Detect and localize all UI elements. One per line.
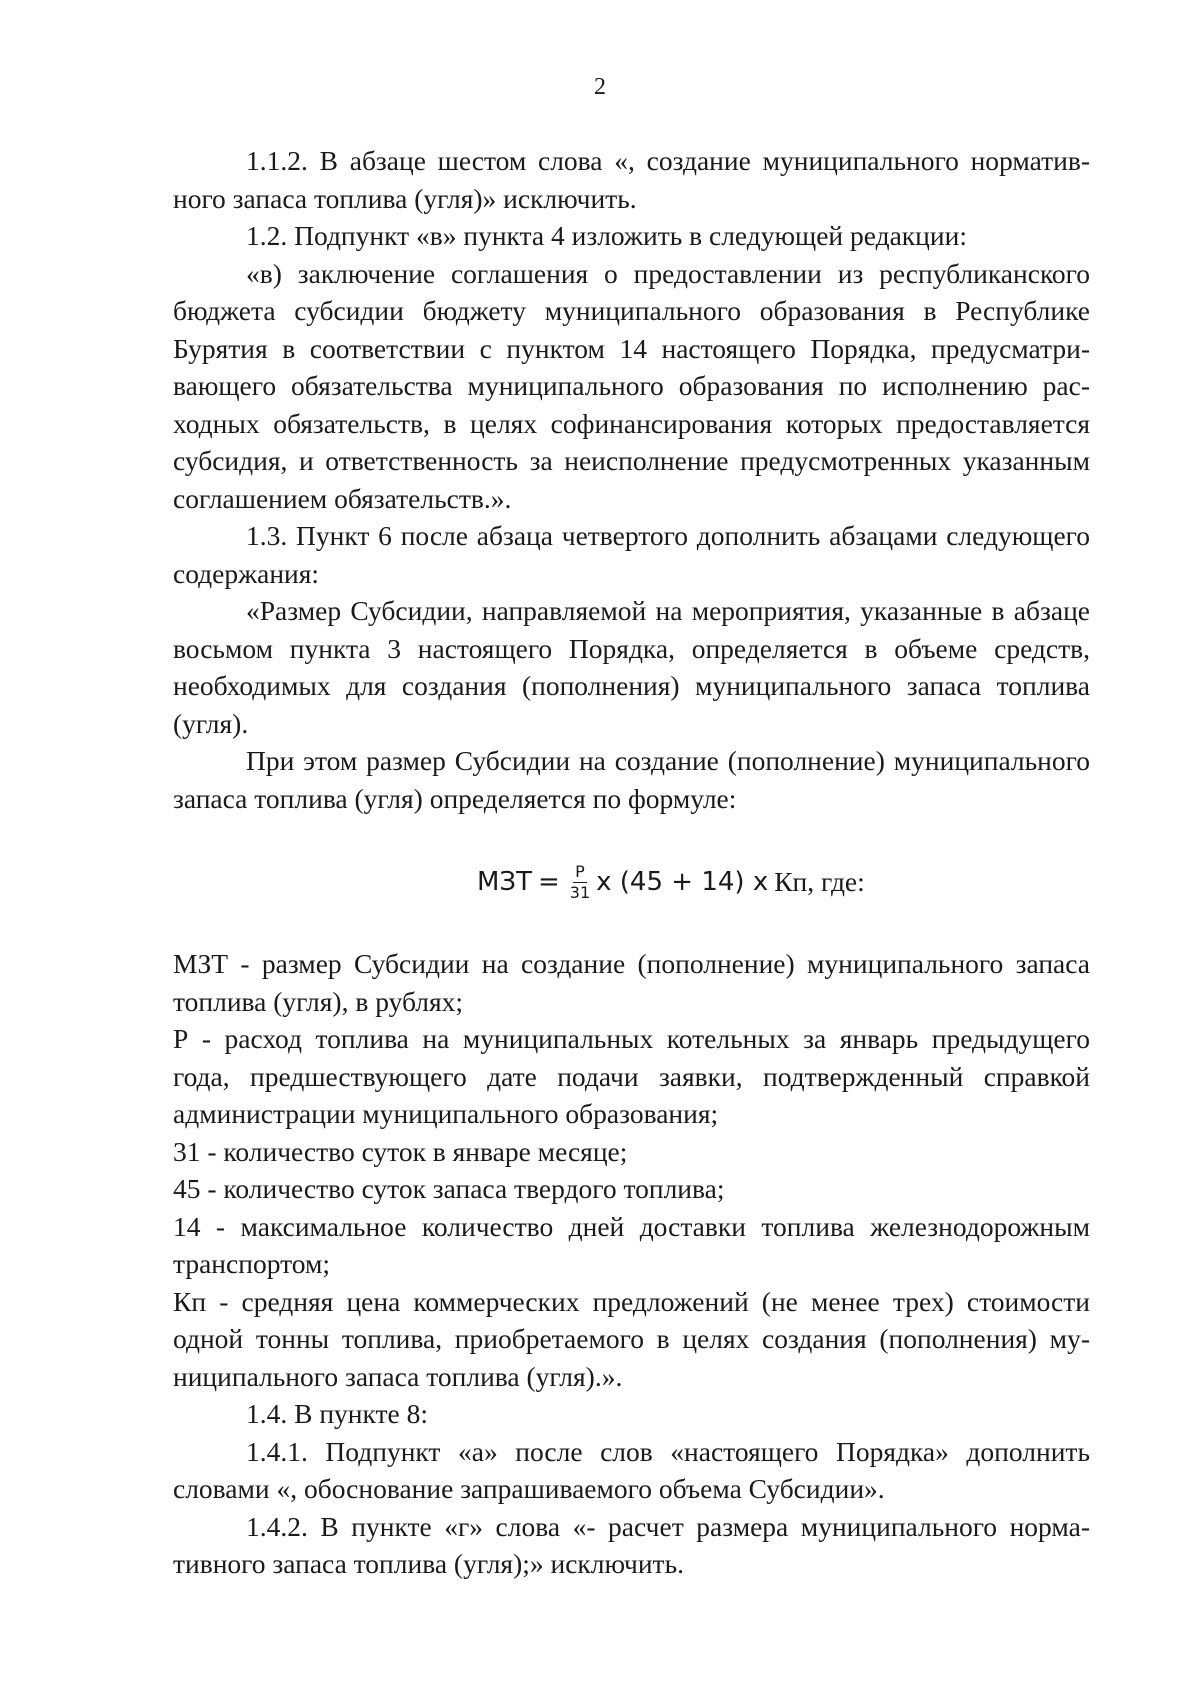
formula-fraction (568, 862, 592, 903)
paragraph-1-4-1: 1.4.1. Подпункт «а» после слов «настоящего Порядка» дополнить словами «, обоснование запрашиваемого объема Субсидии». (173, 1435, 1090, 1504)
definition-45: 45 - количество суток запаса твердого топлива; (173, 1173, 725, 1204)
paragraph-subsidy-size: «Размер Субсидии, направляемой на мероприятия, указанные в абзаце восьмом пункта 3 настоящего Порядка, определяется в объеме средств, необходимых для создания (пополнения) муниципального запаса топлива (угля). (173, 595, 1090, 739)
formula-equals: = (537, 867, 560, 897)
text-block-top (173, 142, 1090, 817)
text-block-bottom (173, 945, 1090, 1583)
paragraph-1-2: 1.2. Подпункт «в» пункта 4 изложить в следующей редакции: (246, 220, 967, 251)
page-number: 2 (594, 74, 606, 100)
definition-14: 14 - максимальное количество дней доставки топлива железнодорожным транспортом; (173, 1210, 1090, 1279)
paragraph-subpoint-v: «в) заключение соглашения о предоставлении из республиканского бюджета субсидии бюджету муниципального образования в Республике Бурятия в соответствии с пунктом 14 настоящего Порядка, предусматривающего обязательства муниципального образования по исполнению расходных обязательств, в целях софинансирования которых предоставляется субсидия, и ответственность за неисполнение предусмотренных указанным соглашением обязательств.». (173, 257, 1090, 514)
paragraph-1-1-2: 1.1.2. В абзаце шестом слова «, создание муниципального нормативного запаса топлива (угля)» исключить. (173, 145, 1090, 214)
formula-denominator: 31 (569, 882, 591, 902)
paragraph-1-4-2: 1.4.2. В пункте «г» слова «- расчет размера муниципального нормативного запаса топлива (угля);» исключить. (173, 1510, 1090, 1579)
formula-numerator: Р (575, 861, 585, 881)
formula-middle: x (45 + 14) x (596, 867, 769, 897)
definition-mzt: МЗТ - размер Субсидии на создание (пополнение) муниципального запаса топлива (угля), в рублях; (173, 948, 1090, 1017)
paragraph-formula-intro: При этом размер Субсидии на создание (пополнение) муниципального запаса топлива (угля) определяется по формуле: (173, 745, 1090, 814)
definition-p: Р - расход топлива на муниципальных котельных за январь предыдущего года, предшествующего дате подачи заявки, подтвержденный справкой администрации муниципального образования; (173, 1023, 1090, 1129)
definition-31: 31 - количество суток в январе месяце; (173, 1135, 628, 1167)
formula-lhs: МЗТ (477, 867, 532, 897)
definition-kp: Кп - средняя цена коммерческих предложений (не менее трех) стоимости одной тонны топлива, приобретаемого в целях создания (пополнения) муниципального запаса топлива (угля).». (173, 1285, 1090, 1392)
paragraph-1-4: 1.4. В пункте 8: (246, 1398, 429, 1429)
formula-tail: Кп, где: (774, 866, 865, 897)
paragraph-1-3: 1.3. Пункт 6 после абзаца четвертого дополнить абзацами следующего содержания: (173, 520, 1090, 589)
formula (477, 852, 865, 912)
